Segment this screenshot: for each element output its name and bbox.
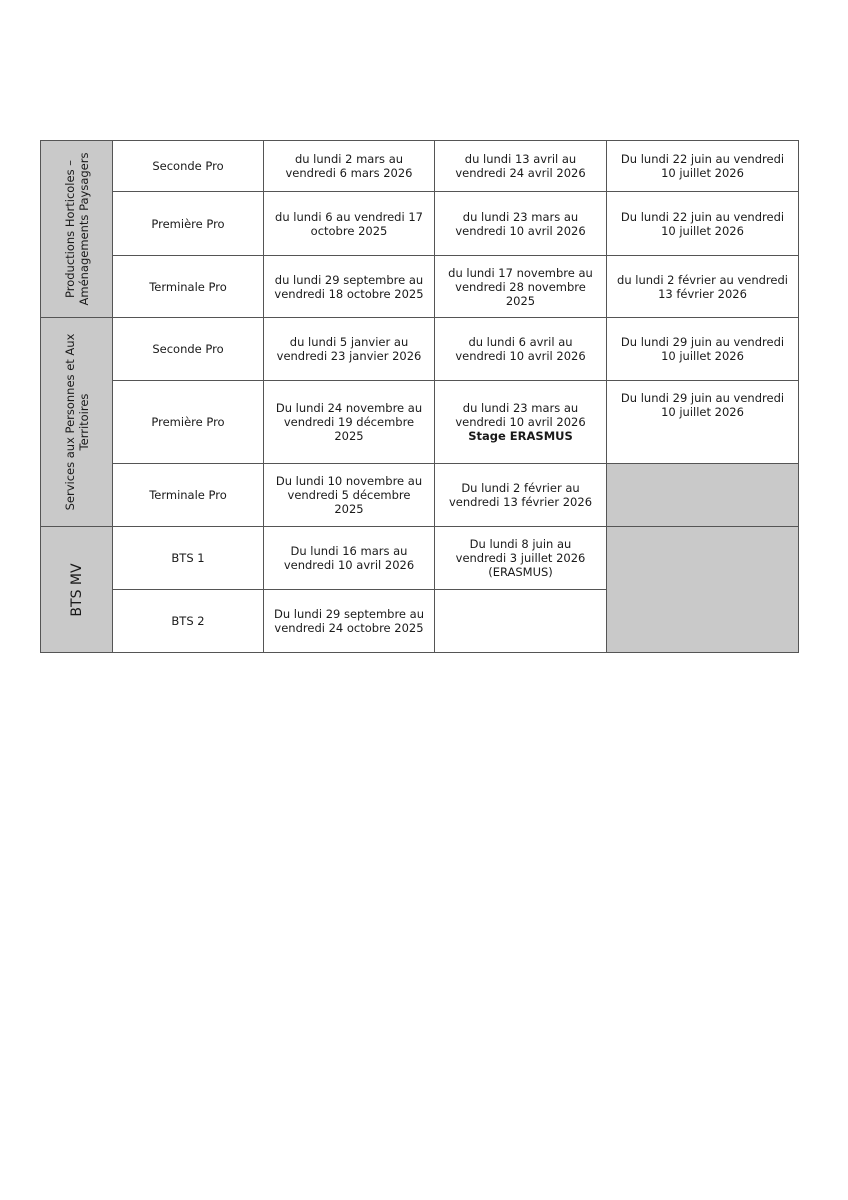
- table-row: [41, 527, 799, 590]
- period-1: du lundi 5 janvier au vendredi 23 janvier 2026: [264, 318, 435, 381]
- period-2-text: du lundi 23 mars au vendredi 10 avril 2026: [455, 401, 586, 429]
- empty-grey-cell: [607, 464, 799, 527]
- class-label: Terminale Pro: [113, 256, 264, 318]
- period-3: du lundi 2 février au vendredi 13 février 2026: [607, 256, 799, 318]
- group-cell-services: [41, 318, 113, 527]
- period-3: Du lundi 29 juin au vendredi 10 juillet 2026: [607, 318, 799, 381]
- period-1: Du lundi 10 novembre au vendredi 5 décembre 2025: [264, 464, 435, 527]
- group-cell-horticulture: [41, 141, 113, 318]
- group-label: Productions Horticoles – Aménagements Paysagers: [62, 152, 91, 306]
- class-label: Première Pro: [113, 192, 264, 256]
- period-2: [435, 381, 607, 464]
- table-row: [41, 381, 799, 464]
- class-label: Première Pro: [113, 381, 264, 464]
- period-2: Du lundi 8 juin au vendredi 3 juillet 2026 (ERASMUS): [435, 527, 607, 590]
- period-2: du lundi 23 mars au vendredi 10 avril 2026: [435, 192, 607, 256]
- group-label: Services aux Personnes et Aux Territoires: [62, 333, 91, 511]
- class-label: BTS 1: [113, 527, 264, 590]
- period-2-empty: [435, 590, 607, 653]
- internship-schedule-table: [40, 140, 799, 653]
- table-row: [41, 192, 799, 256]
- group-cell-bts: [41, 527, 113, 653]
- class-label: BTS 2: [113, 590, 264, 653]
- table-row: [41, 256, 799, 318]
- period-2: du lundi 6 avril au vendredi 10 avril 2026: [435, 318, 607, 381]
- class-label: Terminale Pro: [113, 464, 264, 527]
- period-2: Du lundi 2 février au vendredi 13 février 2026: [435, 464, 607, 527]
- group-label: BTS MV: [68, 562, 85, 617]
- period-1: Du lundi 24 novembre au vendredi 19 décembre 2025: [264, 381, 435, 464]
- period-3: Du lundi 22 juin au vendredi 10 juillet 2026: [607, 141, 799, 192]
- period-3: Du lundi 29 juin au vendredi 10 juillet 2026: [607, 381, 799, 464]
- table-row: [41, 141, 799, 192]
- class-label: Seconde Pro: [113, 141, 264, 192]
- table-row: [41, 318, 799, 381]
- period-1: du lundi 29 septembre au vendredi 18 octobre 2025: [264, 256, 435, 318]
- table-row: [41, 464, 799, 527]
- period-2: du lundi 17 novembre au vendredi 28 novembre 2025: [435, 256, 607, 318]
- stage-erasmus-label: Stage ERASMUS: [468, 429, 573, 443]
- period-1: du lundi 6 au vendredi 17 octobre 2025: [264, 192, 435, 256]
- empty-grey-cell: [607, 527, 799, 653]
- class-label: Seconde Pro: [113, 318, 264, 381]
- period-1: Du lundi 16 mars au vendredi 10 avril 2026: [264, 527, 435, 590]
- period-1: Du lundi 29 septembre au vendredi 24 octobre 2025: [264, 590, 435, 653]
- period-1: du lundi 2 mars au vendredi 6 mars 2026: [264, 141, 435, 192]
- period-3: Du lundi 22 juin au vendredi 10 juillet 2026: [607, 192, 799, 256]
- period-2: du lundi 13 avril au vendredi 24 avril 2026: [435, 141, 607, 192]
